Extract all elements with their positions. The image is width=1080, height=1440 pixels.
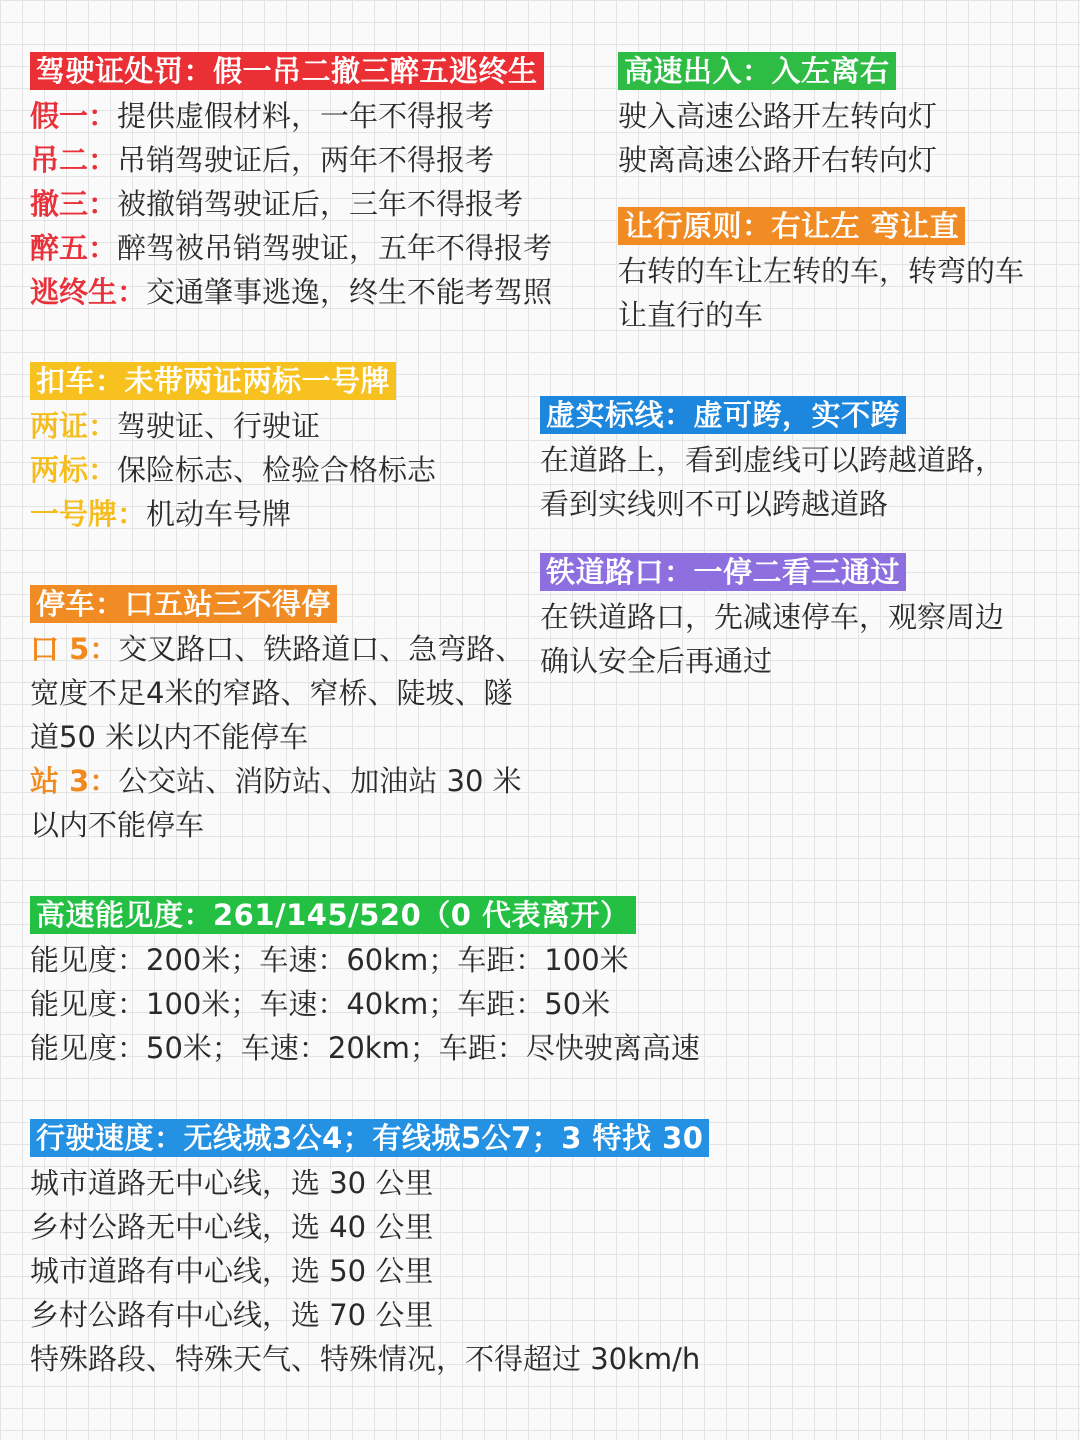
speed-line: 城市道路有中心线，选 50 公里 [30,1254,434,1288]
item-key: 逃终生： [30,275,147,309]
item-text: 交叉路口、铁路道口、急弯路、宽度不足4米的窄路、窄桥、陡坡、隧道50 米以内不能停车 [30,632,525,754]
item-text: 吊销驾驶证后，两年不得报考 [117,143,495,177]
item-text: 机动车号牌 [146,497,292,531]
speed-line: 特殊路段、特殊天气、特殊情况，不得超过 30km/h [30,1342,701,1376]
item-text: 保险标志、检验合格标志 [117,453,437,487]
item-text: 醉驾被吊销驾驶证，五年不得报考 [117,231,553,265]
highway-entry-header: 高速出入：入左离右 [618,52,896,90]
lane-lines-line: 在道路上，看到虚线可以跨越道路， [540,443,1005,477]
highway-entry-line: 驶离高速公路开右转向灯 [618,143,938,177]
highway-entry-section [618,52,1068,182]
lane-lines-line: 看到实线则不可以跨越道路 [540,487,889,521]
parking-header: 停车：口五站三不得停 [30,585,337,623]
item-text: 驾驶证、行驶证 [117,409,321,443]
license-penalty-header: 驾驶证处罚：假一吊二撤三醉五逃终生 [30,52,544,90]
impound-item [30,492,510,536]
visibility-line: 能见度：50米；车速：20km；车距：尽快驶离高速 [30,1031,700,1065]
impound-item [30,448,510,492]
impound-section [30,362,510,536]
item-text: 提供虚假材料，一年不得报考 [117,99,495,133]
impound-header: 扣车：未带两证两标一号牌 [30,362,396,400]
item-key: 一号牌： [30,497,147,531]
item-text: 交通肇事逃逸，终生不能考驾照 [146,275,553,309]
license-penalty-item [30,226,610,270]
license-penalty-item [30,94,610,138]
lane-lines-section [540,396,1070,526]
license-penalty-item [30,138,610,182]
speed-line: 城市道路无中心线，选 30 公里 [30,1166,434,1200]
item-key: 两标： [30,453,118,487]
yield-rule-section [618,207,1068,337]
yield-rule-header: 让行原则：右让左 弯让直 [618,207,965,245]
railway-header: 铁道路口：一停二看三通过 [540,553,906,591]
yield-rule-line: 右转的车让左转的车，转弯的车 [618,254,1025,288]
item-key: 吊二： [30,143,118,177]
speed-section [30,1119,1030,1381]
item-text: 公交站、消防站、加油站 30 米以内不能停车 [30,764,522,842]
item-key: 醉五： [30,231,118,265]
visibility-section [30,896,1030,1070]
item-text: 被撤销驾驶证后，三年不得报考 [117,187,524,221]
impound-item [30,404,510,448]
lane-lines-header: 虚实标线：虚可跨，实不跨 [540,396,906,434]
license-penalty-section [30,52,610,314]
item-key: 假一： [30,99,118,133]
speed-line: 乡村公路有中心线，选 70 公里 [30,1298,434,1332]
license-penalty-item [30,182,610,226]
railway-section [540,553,1070,683]
item-key: 站 3： [30,764,119,798]
parking-item [30,627,530,759]
railway-line: 确认安全后再通过 [540,644,773,678]
parking-item [30,759,530,847]
visibility-header: 高速能见度：261/145/520（0 代表离开） [30,896,636,934]
parking-section [30,585,530,847]
speed-header: 行驶速度：无线城3公4；有线城5公7；3 特找 30 [30,1119,709,1157]
license-penalty-item [30,270,610,314]
speed-line: 乡村公路无中心线，选 40 公里 [30,1210,434,1244]
yield-rule-line: 让直行的车 [618,298,764,332]
item-key: 两证： [30,409,118,443]
item-key: 口 5： [30,632,119,666]
highway-entry-line: 驶入高速公路开左转向灯 [618,99,938,133]
item-key: 撤三： [30,187,118,221]
railway-line: 在铁道路口，先减速停车，观察周边 [540,600,1005,634]
visibility-line: 能见度：100米；车速：40km；车距：50米 [30,987,611,1021]
visibility-line: 能见度：200米；车速：60km；车距：100米 [30,943,629,977]
